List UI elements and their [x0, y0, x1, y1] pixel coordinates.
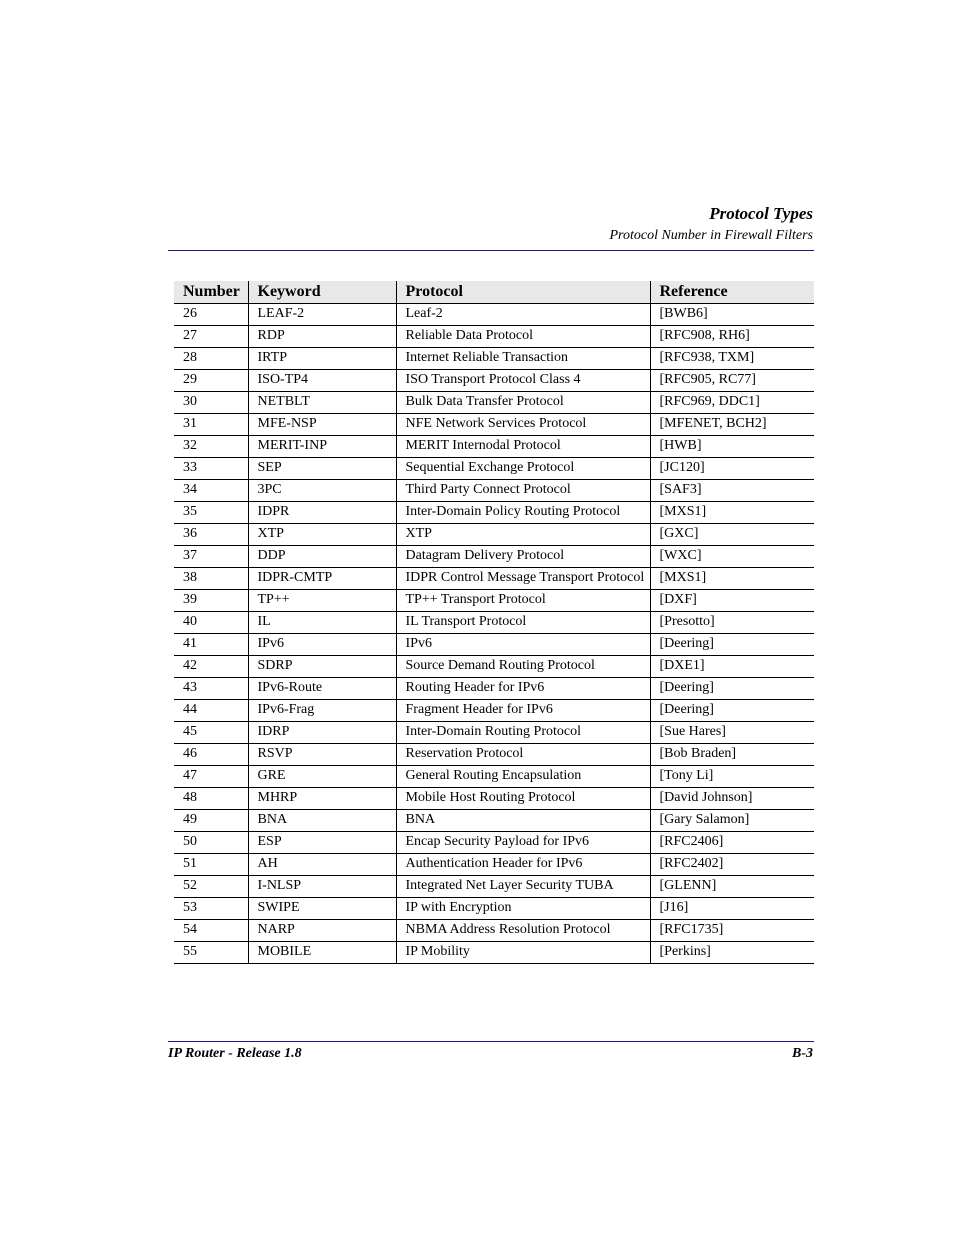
cell-keyword: IL	[248, 612, 396, 634]
cell-reference: [RFC905, RC77]	[650, 370, 814, 392]
table-row	[174, 370, 814, 392]
cell-number: 37	[174, 546, 248, 568]
table-row	[174, 480, 814, 502]
cell-keyword: TP++	[248, 590, 396, 612]
cell-keyword: 3PC	[248, 480, 396, 502]
column-header-number: Number	[174, 281, 248, 304]
cell-reference: [RFC908, RH6]	[650, 326, 814, 348]
cell-reference: [Gary Salamon]	[650, 810, 814, 832]
cell-number: 29	[174, 370, 248, 392]
table-row	[174, 304, 814, 326]
cell-protocol: Inter-Domain Routing Protocol	[396, 722, 650, 744]
chapter-title: Protocol Types	[709, 204, 813, 223]
table-row	[174, 854, 814, 876]
cell-reference: [J16]	[650, 898, 814, 920]
cell-reference: [RFC969, DDC1]	[650, 392, 814, 414]
table-row	[174, 634, 814, 656]
table-row	[174, 832, 814, 854]
cell-reference: [Presotto]	[650, 612, 814, 634]
footer-divider	[168, 1041, 814, 1042]
cell-number: 36	[174, 524, 248, 546]
cell-reference: [GXC]	[650, 524, 814, 546]
cell-number: 41	[174, 634, 248, 656]
cell-keyword: MOBILE	[248, 942, 396, 964]
cell-reference: [MXS1]	[650, 568, 814, 590]
cell-protocol: Inter-Domain Policy Routing Protocol	[396, 502, 650, 524]
table-body	[174, 304, 814, 964]
table-row	[174, 458, 814, 480]
cell-protocol: Authentication Header for IPv6	[396, 854, 650, 876]
cell-protocol: Datagram Delivery Protocol	[396, 546, 650, 568]
cell-keyword: ESP	[248, 832, 396, 854]
table-row	[174, 788, 814, 810]
cell-keyword: GRE	[248, 766, 396, 788]
cell-reference: [Deering]	[650, 700, 814, 722]
cell-keyword: IDPR	[248, 502, 396, 524]
cell-reference: [WXC]	[650, 546, 814, 568]
cell-protocol: Reliable Data Protocol	[396, 326, 650, 348]
cell-keyword: NARP	[248, 920, 396, 942]
cell-protocol: IP Mobility	[396, 942, 650, 964]
cell-reference: [Sue Hares]	[650, 722, 814, 744]
table-row	[174, 656, 814, 678]
cell-reference: [RFC2406]	[650, 832, 814, 854]
cell-reference: [BWB6]	[650, 304, 814, 326]
cell-keyword: SEP	[248, 458, 396, 480]
cell-protocol: Leaf-2	[396, 304, 650, 326]
cell-reference: [GLENN]	[650, 876, 814, 898]
column-header-keyword: Keyword	[248, 281, 396, 304]
cell-protocol: TP++ Transport Protocol	[396, 590, 650, 612]
table-row	[174, 920, 814, 942]
cell-protocol: NBMA Address Resolution Protocol	[396, 920, 650, 942]
cell-reference: [Deering]	[650, 634, 814, 656]
cell-number: 48	[174, 788, 248, 810]
table-row	[174, 524, 814, 546]
cell-number: 50	[174, 832, 248, 854]
cell-keyword: SDRP	[248, 656, 396, 678]
cell-protocol: Source Demand Routing Protocol	[396, 656, 650, 678]
cell-number: 34	[174, 480, 248, 502]
cell-protocol: Fragment Header for IPv6	[396, 700, 650, 722]
section-title: Protocol Number in Firewall Filters	[609, 228, 813, 243]
cell-number: 51	[174, 854, 248, 876]
cell-keyword: RDP	[248, 326, 396, 348]
cell-keyword: XTP	[248, 524, 396, 546]
cell-reference: [Bob Braden]	[650, 744, 814, 766]
cell-number: 55	[174, 942, 248, 964]
cell-reference: [RFC1735]	[650, 920, 814, 942]
cell-protocol: Reservation Protocol	[396, 744, 650, 766]
document-title: IP Router - Release 1.8	[168, 1046, 302, 1061]
cell-number: 35	[174, 502, 248, 524]
table-row	[174, 810, 814, 832]
cell-number: 49	[174, 810, 248, 832]
cell-number: 53	[174, 898, 248, 920]
cell-keyword: IDRP	[248, 722, 396, 744]
cell-keyword: AH	[248, 854, 396, 876]
cell-number: 38	[174, 568, 248, 590]
column-header-protocol: Protocol	[396, 281, 650, 304]
cell-reference: [David Johnson]	[650, 788, 814, 810]
cell-number: 26	[174, 304, 248, 326]
table-row	[174, 348, 814, 370]
cell-number: 31	[174, 414, 248, 436]
cell-keyword: IPv6	[248, 634, 396, 656]
cell-keyword: MERIT-INP	[248, 436, 396, 458]
cell-protocol: Integrated Net Layer Security TUBA	[396, 876, 650, 898]
cell-number: 54	[174, 920, 248, 942]
cell-keyword: RSVP	[248, 744, 396, 766]
cell-number: 30	[174, 392, 248, 414]
cell-keyword: IRTP	[248, 348, 396, 370]
table-row	[174, 546, 814, 568]
table-row	[174, 700, 814, 722]
table-row	[174, 502, 814, 524]
cell-protocol: ISO Transport Protocol Class 4	[396, 370, 650, 392]
cell-number: 43	[174, 678, 248, 700]
cell-protocol: Third Party Connect Protocol	[396, 480, 650, 502]
cell-reference: [DXF]	[650, 590, 814, 612]
table-row	[174, 436, 814, 458]
table-row	[174, 678, 814, 700]
cell-protocol: Bulk Data Transfer Protocol	[396, 392, 650, 414]
cell-reference: [MXS1]	[650, 502, 814, 524]
table-row	[174, 414, 814, 436]
table-row	[174, 744, 814, 766]
cell-protocol: NFE Network Services Protocol	[396, 414, 650, 436]
header-divider	[168, 250, 814, 251]
cell-keyword: I-NLSP	[248, 876, 396, 898]
table-row	[174, 766, 814, 788]
table-row	[174, 898, 814, 920]
cell-keyword: IPv6-Frag	[248, 700, 396, 722]
cell-reference: [Perkins]	[650, 942, 814, 964]
cell-number: 44	[174, 700, 248, 722]
cell-reference: [RFC2402]	[650, 854, 814, 876]
cell-keyword: ISO-TP4	[248, 370, 396, 392]
cell-number: 27	[174, 326, 248, 348]
cell-reference: [MFENET, BCH2]	[650, 414, 814, 436]
cell-keyword: DDP	[248, 546, 396, 568]
cell-protocol: Sequential Exchange Protocol	[396, 458, 650, 480]
cell-keyword: MHRP	[248, 788, 396, 810]
cell-reference: [SAF3]	[650, 480, 814, 502]
cell-reference: [HWB]	[650, 436, 814, 458]
protocol-table	[174, 281, 814, 964]
cell-reference: [DXE1]	[650, 656, 814, 678]
cell-keyword: BNA	[248, 810, 396, 832]
table-row	[174, 326, 814, 348]
table-row	[174, 392, 814, 414]
cell-number: 47	[174, 766, 248, 788]
cell-protocol: MERIT Internodal Protocol	[396, 436, 650, 458]
cell-keyword: NETBLT	[248, 392, 396, 414]
cell-number: 33	[174, 458, 248, 480]
cell-protocol: IL Transport Protocol	[396, 612, 650, 634]
cell-number: 52	[174, 876, 248, 898]
cell-keyword: SWIPE	[248, 898, 396, 920]
cell-protocol: Internet Reliable Transaction	[396, 348, 650, 370]
cell-protocol: IP with Encryption	[396, 898, 650, 920]
cell-reference: [JC120]	[650, 458, 814, 480]
cell-keyword: IPv6-Route	[248, 678, 396, 700]
table-header-row	[174, 281, 814, 304]
cell-number: 45	[174, 722, 248, 744]
cell-protocol: IPv6	[396, 634, 650, 656]
page-number: B-3	[792, 1046, 813, 1061]
cell-number: 39	[174, 590, 248, 612]
column-header-reference: Reference	[650, 281, 814, 304]
cell-keyword: IDPR-CMTP	[248, 568, 396, 590]
cell-protocol: Routing Header for IPv6	[396, 678, 650, 700]
cell-reference: [Tony Li]	[650, 766, 814, 788]
cell-number: 28	[174, 348, 248, 370]
cell-protocol: General Routing Encapsulation	[396, 766, 650, 788]
cell-keyword: MFE-NSP	[248, 414, 396, 436]
cell-number: 46	[174, 744, 248, 766]
cell-protocol: BNA	[396, 810, 650, 832]
cell-keyword: LEAF-2	[248, 304, 396, 326]
table-row	[174, 568, 814, 590]
cell-number: 40	[174, 612, 248, 634]
table-row	[174, 942, 814, 964]
table-row	[174, 876, 814, 898]
cell-reference: [Deering]	[650, 678, 814, 700]
table-row	[174, 612, 814, 634]
cell-number: 32	[174, 436, 248, 458]
cell-number: 42	[174, 656, 248, 678]
cell-protocol: XTP	[396, 524, 650, 546]
table-row	[174, 590, 814, 612]
cell-protocol: Encap Security Payload for IPv6	[396, 832, 650, 854]
cell-protocol: Mobile Host Routing Protocol	[396, 788, 650, 810]
cell-protocol: IDPR Control Message Transport Protocol	[396, 568, 650, 590]
table-row	[174, 722, 814, 744]
cell-reference: [RFC938, TXM]	[650, 348, 814, 370]
